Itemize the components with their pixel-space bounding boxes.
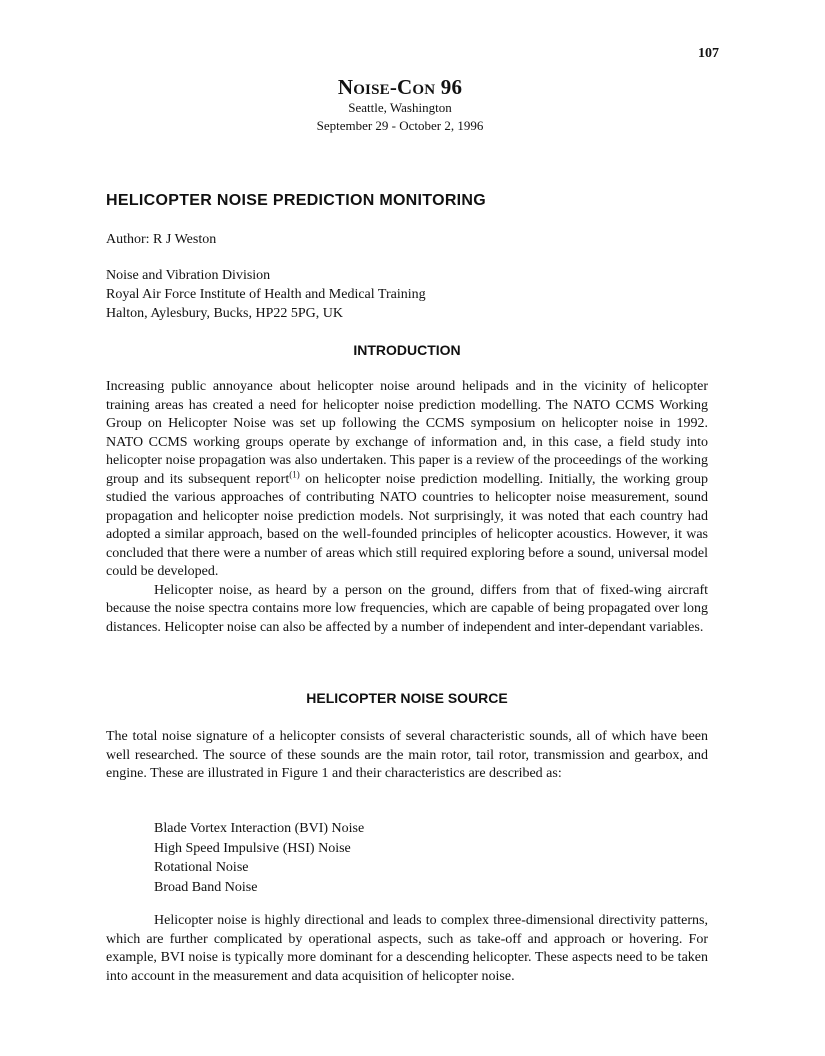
conference-title: Noise-Con 96 — [337, 75, 463, 99]
introduction-body — [106, 378, 708, 637]
affiliation-line: Royal Air Force Institute of Health and Medical Training — [106, 287, 426, 302]
introduction-heading: INTRODUCTION — [353, 342, 461, 358]
list-item: High Speed Impulsive (HSI) Noise — [154, 840, 351, 856]
affiliation — [106, 266, 426, 323]
intro-text-before-ref: Increasing public annoyance about helicopter noise around helipads and in the vicinity of helicopter training areas has created a need for helicopter noise prediction modelling. The NATO CCMS Working Group on Helicopter Noise was set up following the CCMS symposium on helicopter noise in 1992. NATO CCMS working groups operate by exchange of information and, in this case, a field study into helicopter noise propagation was also undertaken. This paper is a review of the proceedings of the working group and its subsequent report — [106, 379, 708, 487]
page-number: 107 — [698, 46, 719, 61]
affiliation-line: Halton, Aylesbury, Bucks, HP22 5PG, UK — [106, 306, 343, 321]
introduction-paragraph-1 — [106, 378, 708, 582]
conference-dates: September 29 - October 2, 1996 — [316, 118, 484, 133]
list-item: Rotational Noise — [154, 860, 249, 875]
intro-text-after-ref: on helicopter noise prediction modelling. Initially, the working group studied the various approaches of contributing NATO countries to helicopter noise measurement, sound propagation and helicopter noise prediction models. Not surprisingly, it was noted that each country had adopted a similar approach, based on the well-founded principles of helicopter acoustics. However, it was concluded that there were a number of areas which still required exploring before a sound, universal model could be developed. — [106, 471, 709, 579]
noise-source-paragraph-1: The total noise signature of a helicopter consists of several characteristic sounds, all of which have been well researched. The source of these sounds are the main rotor, tail rotor, transmission and gearbox, and engine. These are illustrated in Figure 1 and their characteristics are described as: — [106, 729, 708, 781]
conference-location: Seattle, Washington — [348, 100, 452, 115]
noise-source-paragraph-2: Helicopter noise is highly directional and leads to complex three-dimensional directivity patterns, which are further complicated by operational aspects, such as take-off and approach or hovering. For example, BVI noise is typically more dominant for a descending helicopter. These aspects need to be taken into account in the measurement and data acquisition of helicopter noise. — [106, 913, 708, 984]
paper-title: HELICOPTER NOISE PREDICTION MONITORING — [106, 192, 487, 209]
affiliation-line: Noise and Vibration Division — [106, 268, 271, 283]
author-line: Author: R J Weston — [106, 232, 217, 247]
list-item: Broad Band Noise — [154, 879, 258, 895]
conference-header — [250, 75, 550, 135]
introduction-paragraph-2: Helicopter noise, as heard by a person on the ground, differs from that of fixed-wing aircraft because the noise spectra contains more low frequencies, which are capable of being propagated over long distances. Helicopter noise can also be affected by a number of independent and inter-dependant variables. — [106, 582, 708, 635]
noise-type-list — [154, 819, 364, 897]
noise-source-heading: HELICOPTER NOISE SOURCE — [306, 690, 508, 706]
reference-marker: (1) — [289, 468, 300, 479]
list-item: Blade Vortex Interaction (BVI) Noise — [154, 821, 365, 836]
